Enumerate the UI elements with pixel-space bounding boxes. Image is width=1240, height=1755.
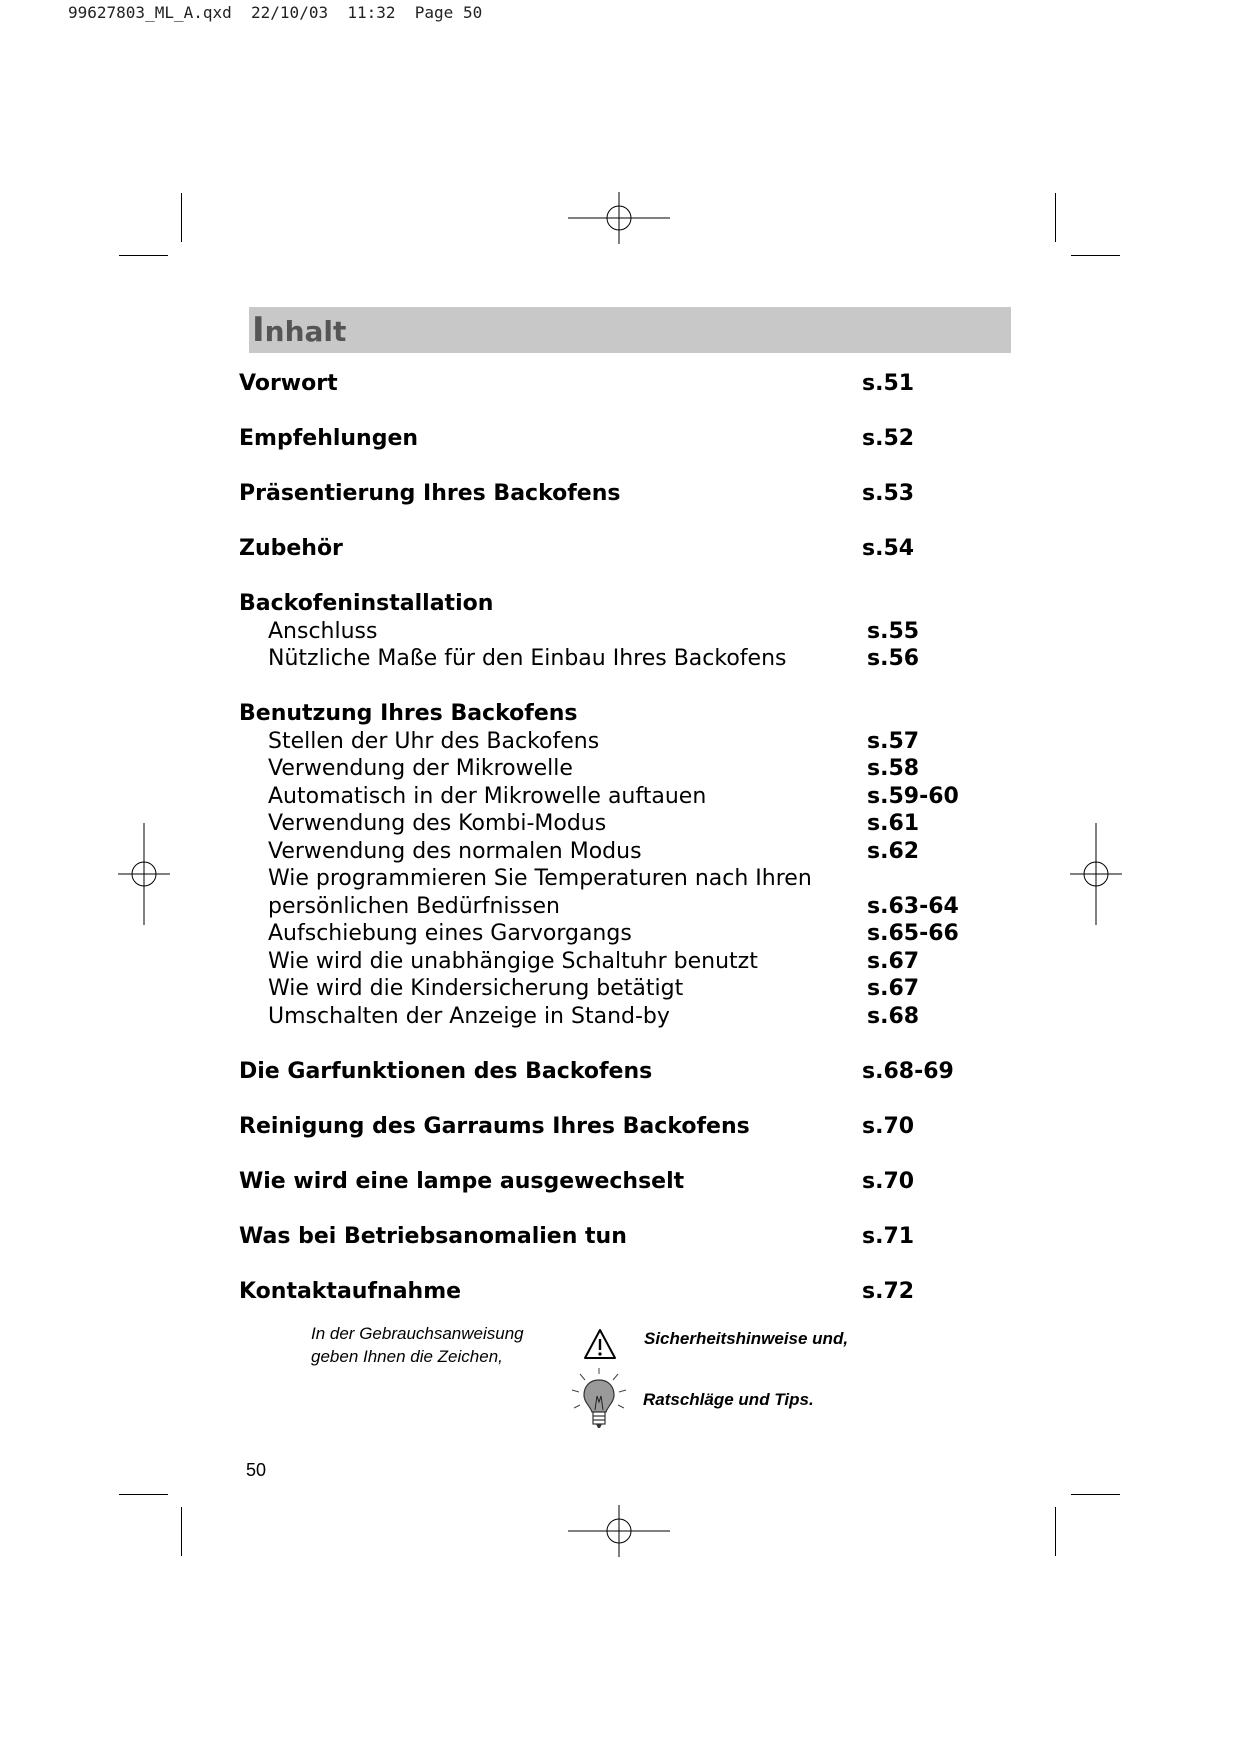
toc-entry-label: Anschluss xyxy=(268,618,378,644)
toc-subsection-row xyxy=(0,920,1240,948)
toc-entry-page: s.62 xyxy=(867,838,920,864)
crop-mark xyxy=(181,193,182,242)
toc-entry-label: Umschalten der Anzeige in Stand-by xyxy=(268,1003,670,1029)
toc-entry-label: Nützliche Maße für den Einbau Ihres Backofens xyxy=(268,646,787,671)
toc-entry-page: s.67 xyxy=(867,948,920,974)
warning-legend-text: Sicherheitshinweise und, xyxy=(644,1329,849,1348)
toc-entry-label: Vorwort xyxy=(239,371,338,396)
toc-entry-page: s.51 xyxy=(862,371,915,396)
toc-entry-label: Aufschiebung eines Garvorgangs xyxy=(268,921,632,946)
warning-triangle-icon xyxy=(583,1328,617,1360)
toc-subsection-row xyxy=(0,755,1240,783)
toc-subsection-row xyxy=(0,948,1240,976)
toc-subsection-row xyxy=(0,975,1240,1003)
toc-subsection-row xyxy=(0,783,1240,811)
toc-entry-page: s.63-64 xyxy=(867,893,959,919)
toc-entry-label: Backofeninstallation xyxy=(239,591,494,616)
toc-entry-page: s.68-69 xyxy=(862,1058,954,1084)
toc-subsection-row xyxy=(0,728,1240,756)
toc-subsection-row xyxy=(0,645,1240,673)
toc-entry-label: Kontaktaufnahme xyxy=(239,1278,462,1304)
toc-entry-page: s.72 xyxy=(862,1278,915,1304)
toc-entry-label: Stellen der Uhr des Backofens xyxy=(268,728,600,754)
toc-entry-page: s.53 xyxy=(862,481,915,506)
crop-mark xyxy=(1055,193,1056,242)
toc-entry-page: s.54 xyxy=(862,536,915,561)
crop-mark xyxy=(119,1494,168,1495)
registration-mark-icon xyxy=(568,1505,670,1557)
toc-entry-label: Verwendung des normalen Modus xyxy=(268,838,642,864)
toc-entry-label: Verwendung des Kombi-Modus xyxy=(268,811,607,836)
toc-subsection-row xyxy=(0,838,1240,866)
toc-entry-label: Wie wird eine lampe ausgewechselt xyxy=(239,1168,685,1194)
toc-subsection-row xyxy=(0,810,1240,838)
toc-entry-label: Verwendung der Mikrowelle xyxy=(268,756,573,781)
toc-entry-page: s.56 xyxy=(867,646,920,671)
toc-entry-page: s.57 xyxy=(867,728,920,754)
toc-section-row xyxy=(0,1223,1240,1251)
toc-entry-label: Reinigung des Garraums Ihres Backofens xyxy=(239,1113,750,1139)
toc-entry-label: Automatisch in der Mikrowelle auftauen xyxy=(268,783,707,809)
toc-entry-label: Wie wird die Kindersicherung betätigt xyxy=(268,976,684,1001)
registration-mark-icon xyxy=(568,192,670,244)
toc-section-row xyxy=(0,590,1240,618)
page-number: 50 xyxy=(246,1460,267,1480)
crop-mark xyxy=(1055,1507,1056,1556)
crop-mark xyxy=(1071,255,1120,256)
toc-subsection-row xyxy=(0,893,1240,921)
tips-legend-text: Ratschläge und Tips. xyxy=(643,1390,814,1409)
toc-section-row xyxy=(0,425,1240,453)
crop-mark xyxy=(119,255,168,256)
toc-section-row xyxy=(0,480,1240,508)
toc-section-row xyxy=(0,1113,1240,1141)
toc-entry-page: s.65-66 xyxy=(867,921,959,946)
toc-subsection-row xyxy=(0,618,1240,646)
crop-mark xyxy=(1071,1494,1120,1495)
toc-entry-page: s.55 xyxy=(867,618,920,644)
toc-entry-page: s.68 xyxy=(867,1003,920,1029)
toc-entry-label: Was bei Betriebsanomalien tun xyxy=(239,1223,627,1249)
toc-entry-page: s.52 xyxy=(862,426,915,451)
toc-entry-page: s.61 xyxy=(867,811,920,836)
toc-entry-page: s.58 xyxy=(867,756,920,781)
legend-intro xyxy=(311,1322,524,1368)
legend-intro-line: geben Ihnen die Zeichen, xyxy=(311,1347,503,1366)
toc-subsection-row xyxy=(0,1003,1240,1031)
toc-entry-label: Benutzung Ihres Backofens xyxy=(239,701,578,726)
file-slug: 99627803_ML_A.qxd 22/10/03 11:32 Page 50 xyxy=(68,3,483,22)
toc-entry-label: Präsentierung Ihres Backofens xyxy=(239,481,621,506)
legend-intro-line: In der Gebrauchsanweisung xyxy=(311,1324,524,1343)
toc-section-row xyxy=(0,370,1240,398)
toc-entry-label: persönlichen Bedürfnissen xyxy=(268,893,560,919)
toc-entry-label: Empfehlungen xyxy=(239,426,419,451)
toc-entry-label: Die Garfunktionen des Backofens xyxy=(239,1058,653,1084)
toc-subsection-row xyxy=(0,865,1240,893)
toc-entry-label: Wie programmieren Sie Temperaturen nach Ihren xyxy=(268,866,812,891)
toc-entry-page: s.67 xyxy=(867,976,920,1001)
toc-entry-label: Zubehör xyxy=(239,536,343,561)
toc-section-row xyxy=(0,535,1240,563)
light-bulb-icon xyxy=(568,1366,630,1432)
toc-section-row xyxy=(0,1058,1240,1086)
toc-section-row xyxy=(0,1278,1240,1306)
toc-entry-label: Wie wird die unabhängige Schaltuhr benutzt xyxy=(268,948,758,974)
toc-heading xyxy=(249,307,1011,353)
toc-heading-initial: I xyxy=(252,310,265,350)
toc-heading-rest: nhalt xyxy=(264,315,347,348)
toc-entry-page: s.71 xyxy=(862,1223,915,1249)
toc-entry-page: s.59-60 xyxy=(867,783,959,809)
toc-section-row xyxy=(0,1168,1240,1196)
toc-entry-page: s.70 xyxy=(862,1168,915,1194)
toc-entry-page: s.70 xyxy=(862,1113,915,1139)
crop-mark xyxy=(181,1507,182,1556)
toc-section-row xyxy=(0,700,1240,728)
